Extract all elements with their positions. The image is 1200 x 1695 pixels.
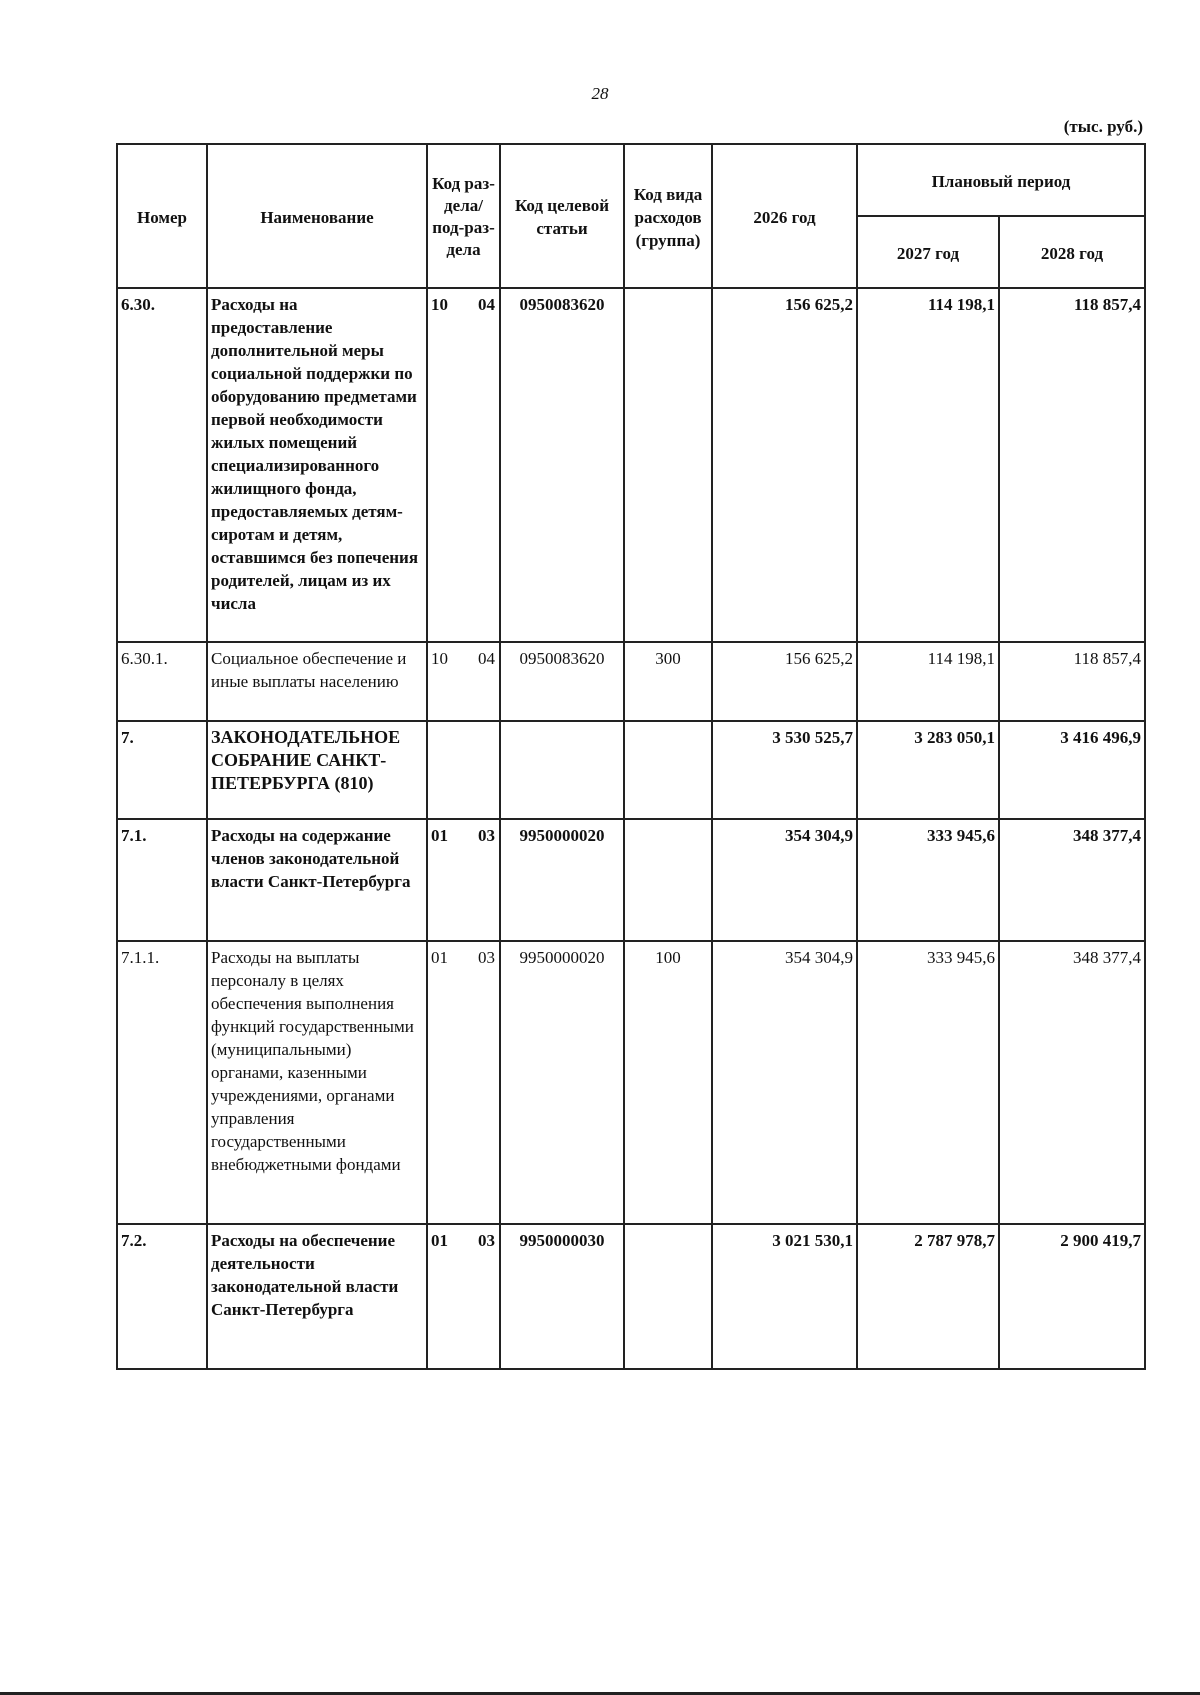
row-amount-2028: 348 377,4	[999, 819, 1145, 941]
subsection-code: 03	[478, 826, 495, 845]
row-amount-2026: 3 530 525,7	[712, 721, 857, 819]
row-section-code	[427, 941, 500, 1224]
section-code: 10	[431, 295, 448, 314]
row-amount-2028: 118 857,4	[999, 642, 1145, 721]
row-name: Расходы на содержание членов законодательной власти Санкт-Петербурга	[207, 819, 427, 941]
row-target-code: 9950000020	[500, 941, 624, 1224]
row-amount-2027: 333 945,6	[857, 819, 999, 941]
row-expense-type: 300	[624, 642, 712, 721]
row-amount-2027: 333 945,6	[857, 941, 999, 1224]
header-year-2028: 2028 год	[999, 216, 1145, 288]
header-name: Наименование	[207, 144, 427, 288]
row-number: 7.	[117, 721, 207, 819]
row-expense-type	[624, 721, 712, 819]
table-row	[117, 941, 1145, 1224]
row-number: 7.2.	[117, 1224, 207, 1369]
row-number: 7.1.1.	[117, 941, 207, 1224]
row-amount-2027: 114 198,1	[857, 642, 999, 721]
row-amount-2027: 2 787 978,7	[857, 1224, 999, 1369]
page-number: 28	[591, 84, 609, 103]
row-section-code	[427, 721, 500, 819]
row-amount-2026: 354 304,9	[712, 819, 857, 941]
subsection-code: 03	[478, 948, 495, 967]
header-expense-type-code: Код вида расходов (группа)	[624, 144, 712, 288]
section-code: 01	[431, 948, 448, 967]
subsection-code: 03	[478, 1231, 495, 1250]
row-amount-2026: 156 625,2	[712, 642, 857, 721]
row-amount-2027: 114 198,1	[857, 288, 999, 642]
header-number: Номер	[117, 144, 207, 288]
row-name: ЗАКОНОДАТЕЛЬНОЕ СОБРАНИЕ САНКТ-ПЕТЕРБУРГА (810)	[207, 721, 427, 819]
header-year-2026: 2026 год	[712, 144, 857, 288]
row-section-code	[427, 819, 500, 941]
row-section-code	[427, 288, 500, 642]
section-code: 01	[431, 1231, 448, 1250]
section-code: 10	[431, 649, 448, 668]
row-expense-type	[624, 288, 712, 642]
row-target-code: 0950083620	[500, 288, 624, 642]
row-expense-type	[624, 1224, 712, 1369]
section-code: 01	[431, 826, 448, 845]
header-planned-period: Плановый период	[857, 144, 1145, 216]
units-label: (тыс. руб.)	[1063, 117, 1143, 136]
row-target-code: 9950000030	[500, 1224, 624, 1369]
row-name: Расходы на предоставление дополнительной меры социальной поддержки по оборудованию предметами первой необходимости жилых помещений специализированного жилищного фонда, предоставляемых детям-сиротам и детям, оставшимся без попечения родителей, лицам из их числа	[207, 288, 427, 642]
row-amount-2028: 3 416 496,9	[999, 721, 1145, 819]
subsection-code: 04	[478, 295, 495, 314]
table-row	[117, 819, 1145, 941]
row-section-code	[427, 642, 500, 721]
row-target-code	[500, 721, 624, 819]
header-year-2027: 2027 год	[857, 216, 999, 288]
row-amount-2026: 354 304,9	[712, 941, 857, 1224]
row-number: 6.30.	[117, 288, 207, 642]
row-section-code	[427, 1224, 500, 1369]
row-amount-2028: 2 900 419,7	[999, 1224, 1145, 1369]
row-name: Социальное обеспечение и иные выплаты населению	[207, 642, 427, 721]
subsection-code: 04	[478, 649, 495, 668]
row-amount-2028: 348 377,4	[999, 941, 1145, 1224]
row-amount-2026: 156 625,2	[712, 288, 857, 642]
row-amount-2026: 3 021 530,1	[712, 1224, 857, 1369]
header-section-code: Код раз-дела/ под-раз-дела	[427, 144, 500, 288]
row-amount-2028: 118 857,4	[999, 288, 1145, 642]
row-expense-type	[624, 819, 712, 941]
row-expense-type: 100	[624, 941, 712, 1224]
row-number: 6.30.1.	[117, 642, 207, 721]
row-name: Расходы на выплаты персоналу в целях обеспечения выполнения функций государственными (муниципальными) органами, казенными учреждениями, органами управления государственными внебюджетными фондами	[207, 941, 427, 1224]
row-target-code: 0950083620	[500, 642, 624, 721]
header-target-code: Код целевой статьи	[500, 144, 624, 288]
row-number: 7.1.	[117, 819, 207, 941]
table-row	[117, 288, 1145, 642]
table-row	[117, 642, 1145, 721]
table-row	[117, 721, 1145, 819]
row-name: Расходы на обеспечение деятельности законодательной власти Санкт-Петербурга	[207, 1224, 427, 1369]
table-row	[117, 1224, 1145, 1369]
row-target-code: 9950000020	[500, 819, 624, 941]
budget-table	[116, 143, 1146, 1370]
row-amount-2027: 3 283 050,1	[857, 721, 999, 819]
